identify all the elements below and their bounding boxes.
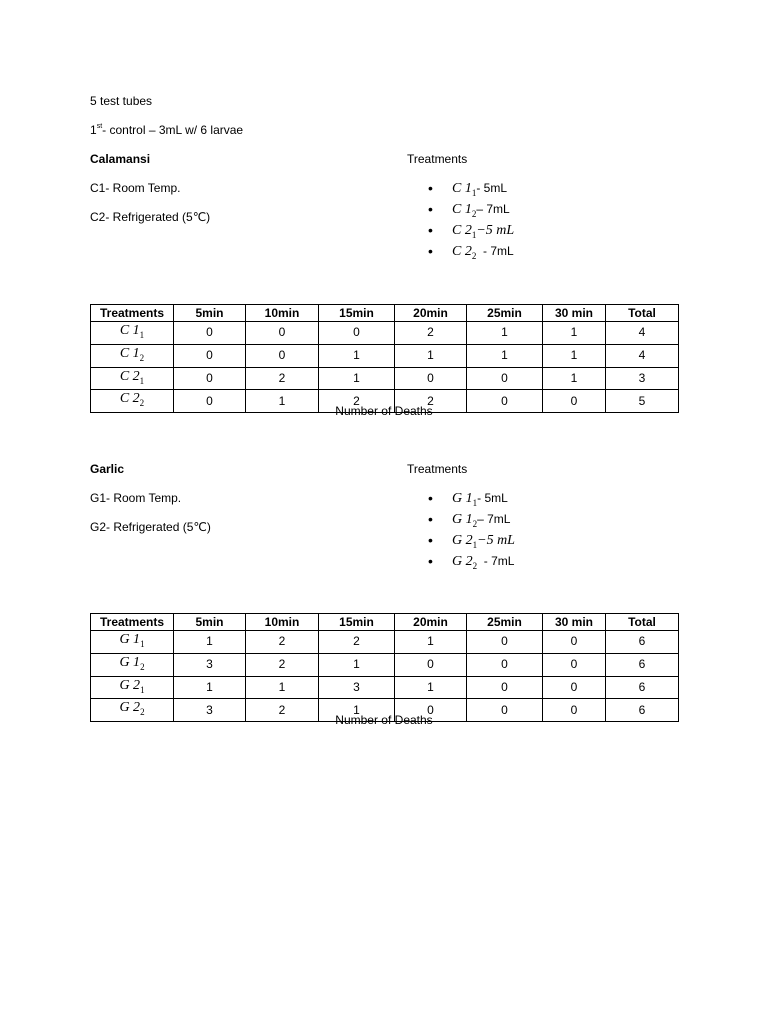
table-cell: 0	[543, 390, 606, 413]
control-ordinal-number: 1	[90, 123, 97, 137]
row-treatment: C $2_1$	[91, 367, 174, 390]
table-cell: 0	[467, 676, 543, 699]
intro-line-test-tubes: 5 test tubes	[90, 94, 153, 108]
header-30min: 30 min	[543, 614, 606, 631]
table-cell: 6	[606, 676, 679, 699]
garlic-treatment-item	[428, 551, 515, 572]
table-cell: 1	[174, 676, 246, 699]
header-treatments: Treatments	[91, 614, 174, 631]
calamansi-treatment-item	[428, 178, 514, 199]
row-treatment: G $2_2$	[91, 699, 174, 722]
table-cell: 0	[174, 322, 246, 345]
header-25min: 25min	[467, 614, 543, 631]
table-cell: 0	[543, 699, 606, 722]
garlic-treatment-item	[428, 530, 515, 551]
header-15min: 15min	[319, 614, 395, 631]
table-cell: 2	[246, 699, 319, 722]
garlic-title: Garlic	[90, 462, 125, 476]
table-cell: 0	[467, 367, 543, 390]
table-cell: 1	[543, 322, 606, 345]
calamansi-table-caption: Number of Deaths	[335, 404, 433, 418]
treatment-symbol: C $2_2$	[452, 244, 477, 261]
table-cell: 0	[543, 676, 606, 699]
table-cell: 4	[606, 322, 679, 345]
intro-line-control	[90, 123, 243, 137]
table-cell: 1	[467, 344, 543, 367]
table-cell: 2	[246, 653, 319, 676]
control-ordinal-suffix: st	[96, 123, 103, 130]
table-cell: 1	[319, 344, 395, 367]
table-cell: 0	[395, 653, 467, 676]
table-cell: 0	[467, 390, 543, 413]
header-5min: 5min	[174, 614, 246, 631]
calamansi-title: Calamansi	[90, 152, 151, 166]
header-30min: 30 min	[543, 305, 606, 322]
table-cell: 3	[174, 699, 246, 722]
row-treatment: C $1_2$	[91, 344, 174, 367]
garlic-treatment-item	[428, 509, 515, 530]
header-15min: 15min	[319, 305, 395, 322]
table-cell: 0	[319, 322, 395, 345]
table-row	[91, 676, 679, 699]
treatment-volume: – 7mL	[477, 512, 511, 526]
control-description: - control – 3mL w/ 6 larvae	[102, 123, 244, 137]
table-cell: 0	[395, 699, 467, 722]
treatment-volume: - 5mL	[477, 491, 508, 505]
calamansi-treatment-list	[428, 178, 514, 262]
table-cell: 0	[395, 367, 467, 390]
table-cell: 3	[174, 653, 246, 676]
table-cell: 0	[246, 344, 319, 367]
table-cell: 6	[606, 699, 679, 722]
table-cell: 1	[543, 367, 606, 390]
row-treatment: C $2_2$	[91, 390, 174, 413]
table-cell: 2	[395, 390, 467, 413]
garlic-deaths-table	[90, 613, 679, 722]
header-treatments: Treatments	[91, 305, 174, 322]
table-cell: 6	[606, 653, 679, 676]
header-total: Total	[606, 305, 679, 322]
table-cell: 2	[319, 631, 395, 654]
treatment-volume: - 7mL	[476, 244, 514, 258]
calamansi-c2-label: C2- Refrigerated (5℃)	[90, 210, 211, 224]
table-cell: 1	[174, 631, 246, 654]
row-treatment: G $1_2$	[91, 653, 174, 676]
garlic-treatments-title: Treatments	[407, 462, 468, 476]
table-cell: 0	[174, 367, 246, 390]
table-cell: 3	[606, 367, 679, 390]
table-row	[91, 367, 679, 390]
garlic-table-caption: Number of Deaths	[335, 713, 433, 727]
table-cell: 0	[174, 390, 246, 413]
header-5min: 5min	[174, 305, 246, 322]
treatment-symbol: C $1_1$	[452, 181, 477, 198]
table-cell: 1	[543, 344, 606, 367]
header-25min: 25min	[467, 305, 543, 322]
table-cell: 0	[174, 344, 246, 367]
table-cell: 1	[319, 653, 395, 676]
treatment-symbol: C $1_2$	[452, 202, 477, 219]
table-cell: 1	[319, 699, 395, 722]
table-cell: 1	[246, 676, 319, 699]
table-cell: 3	[319, 676, 395, 699]
table-cell: 1	[246, 390, 319, 413]
table-row	[91, 344, 679, 367]
treatment-symbol: G $1_2$	[452, 512, 478, 529]
treatment-volume: - 7mL	[477, 554, 515, 568]
table-cell: 1	[467, 322, 543, 345]
table-cell: 0	[543, 653, 606, 676]
treatment-volume: – 7mL	[476, 202, 510, 216]
calamansi-treatment-item	[428, 220, 514, 241]
table-cell: 2	[395, 322, 467, 345]
table-cell: 0	[246, 322, 319, 345]
table-cell: 0	[543, 631, 606, 654]
table-cell: 4	[606, 344, 679, 367]
garlic-g2-label: G2- Refrigerated (5℃)	[90, 520, 211, 534]
table-cell: 5	[606, 390, 679, 413]
calamansi-treatments-title: Treatments	[407, 152, 468, 166]
header-20min: 20min	[395, 614, 467, 631]
treatment-symbol: G $2_2$	[452, 554, 478, 571]
table-cell: 6	[606, 631, 679, 654]
table-row	[91, 322, 679, 345]
table-cell: 0	[467, 631, 543, 654]
table-cell: 1	[395, 676, 467, 699]
treatment-symbol: G $2_1-5$ mL	[452, 533, 515, 550]
table-header-row	[91, 305, 679, 322]
treatment-symbol: G $1_1$	[452, 491, 478, 508]
row-treatment: G $2_1$	[91, 676, 174, 699]
calamansi-treatment-item	[428, 199, 514, 220]
table-header-row	[91, 614, 679, 631]
garlic-g1-label: G1- Room Temp.	[90, 491, 182, 505]
garlic-treatment-list	[428, 488, 515, 572]
calamansi-treatment-item	[428, 241, 514, 262]
table-cell: 1	[319, 367, 395, 390]
table-cell: 2	[319, 390, 395, 413]
table-cell: 0	[467, 699, 543, 722]
table-cell: 2	[246, 631, 319, 654]
table-cell: 2	[246, 367, 319, 390]
table-row	[91, 631, 679, 654]
row-treatment: G $1_1$	[91, 631, 174, 654]
row-treatment: C $1_1$	[91, 322, 174, 345]
treatment-symbol: C $2_1-5$ mL	[452, 223, 515, 240]
table-cell: 1	[395, 344, 467, 367]
garlic-treatment-item	[428, 488, 515, 509]
table-row	[91, 653, 679, 676]
header-10min: 10min	[246, 305, 319, 322]
header-10min: 10min	[246, 614, 319, 631]
table-cell: 1	[395, 631, 467, 654]
calamansi-deaths-table	[90, 304, 679, 413]
table-cell: 0	[467, 653, 543, 676]
calamansi-c1-label: C1- Room Temp.	[90, 181, 181, 195]
header-20min: 20min	[395, 305, 467, 322]
treatment-volume: - 5mL	[476, 181, 508, 195]
header-total: Total	[606, 614, 679, 631]
